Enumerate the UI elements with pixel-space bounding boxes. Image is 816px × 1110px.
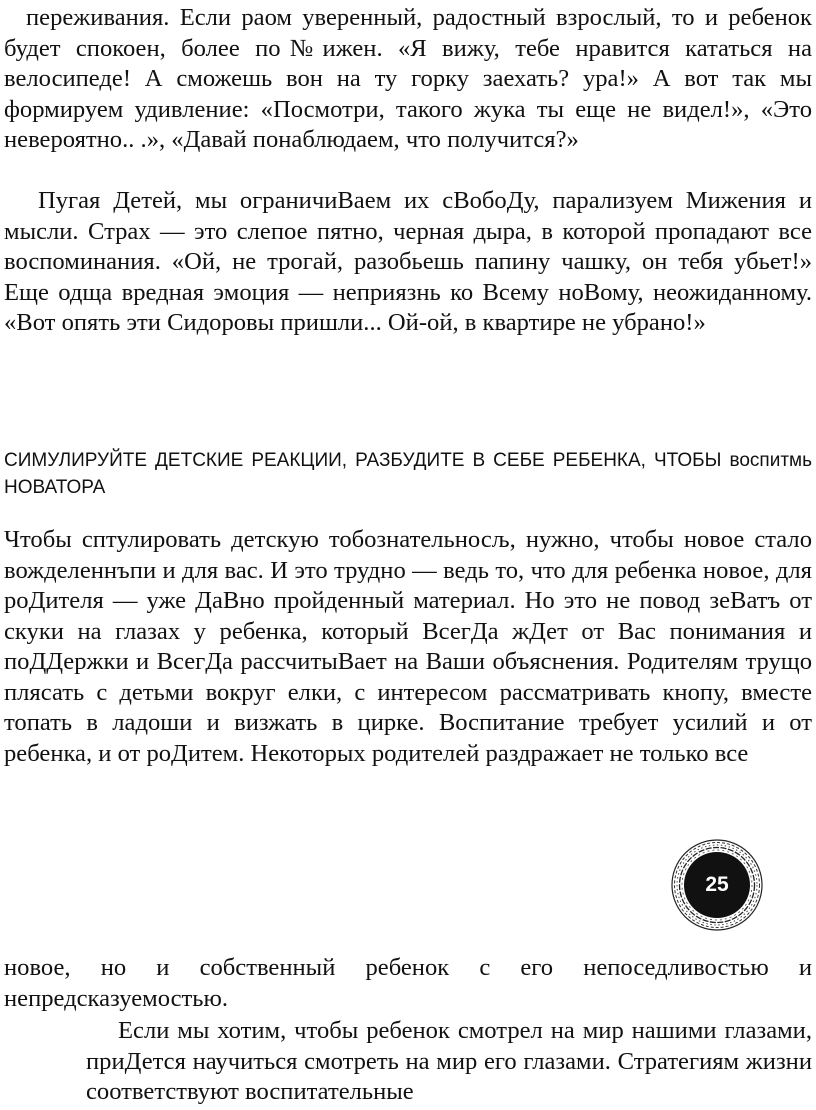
- page-number-badge: [667, 835, 767, 935]
- paragraph-1: переживания. Если раом уверенный, радостный взрослый, то и ребенок будет спокоен, более по№ижен. «Я вижу, тебе нравится кататься на велосипеде! А сможешь вон на ту горку заехать? ура!» А вот так мы формируем удивление: «Посмотри, такого жука ты еще не видел!», «Это невероятно.. .», «Давай понаблюдаем, что получится?»: [4, 4, 812, 153]
- section-paragraph: Чтобы сптулировать детскую тобознательносљ, нужно, чтобы новое стало вожделеннъпи и для вас. И это трудно — ведь то, что для ребенка новое, для роДителя — уже ДаВно пройденный материал. Но это не повод зеВатъ от скуки на глазах у ребенка, который ВсегДа жДет от Вас понимания и поДДержки и ВсегДа рассчитыВает на Ваши объяснения. Родителям трущо плясать с детьми вокруг елки, с интересом рассматривать кнопу, вместе топать в ладоши и визжать в цирке. Воспитание требует усилий и от ребенка, и от роДитем. Некоторых родителей раздражает не только все: [4, 526, 812, 767]
- page-number: 25: [705, 873, 729, 896]
- section-heading: СИМУЛИРУЙТЕ ДЕТСКИЕ РЕАКЦИИ, РАЗБУДИТЕ В СЕБЕ РЕБЕНКА, ЧТОБЫ воспитмь НОВАТОРА: [4, 450, 812, 498]
- last-paragraph: Если мы хотим, чтобы ребенок смотрел на мир нашими глазами, приДется научиться смотреть на мир его глазами. Стратегиям жизни соответствуют воспитательные: [86, 1017, 812, 1105]
- continuation-paragraph: новое, но и собственный ребенок с его непоседливостью и непредсказуемостью.: [4, 954, 812, 1012]
- paragraph-2: Пугая Детей, мы ограничиВаем их сВобоДу, парализуем Мижения и мысли. Страх — это слепое пятно, черная дыра, в которой пропадают все воспоминания. «Ой, не трогай, разобьешь папину чашку, он тебя убьет!» Еще одща вредная эмоция — неприязнь ко Всему ноВому, неожиданному. «Вот опять эти Сидоровы пришли... Ой-ой, в квартире не убрано!»: [4, 187, 812, 336]
